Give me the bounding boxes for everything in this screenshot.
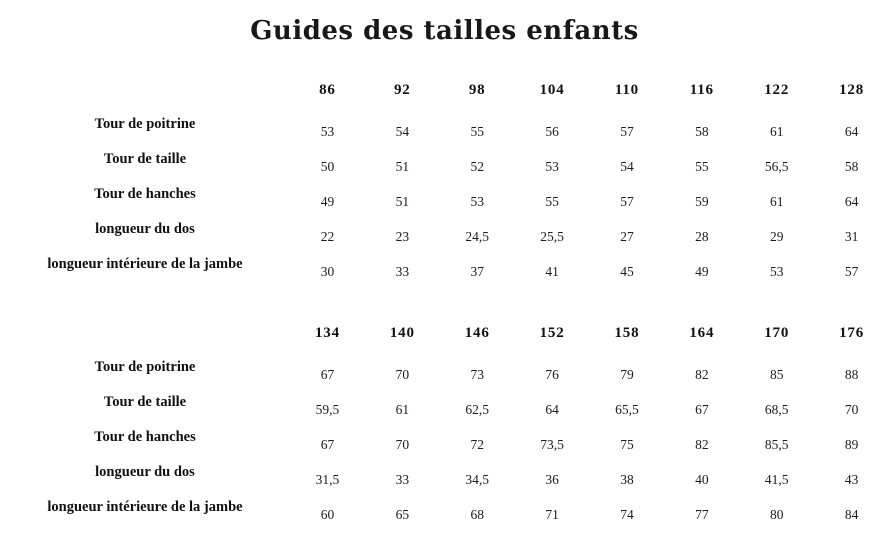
value-cell: 53 — [545, 158, 559, 174]
value-cell: 57 — [620, 123, 634, 139]
value-cell: 50 — [320, 158, 335, 174]
value-cell: 30 — [320, 263, 335, 279]
size-header-cell: 86 — [319, 82, 336, 98]
size-tables — [0, 73, 889, 532]
size-header-cell: 146 — [464, 325, 490, 341]
value-cell: 82 — [695, 366, 709, 382]
value-cell: 64 — [844, 123, 859, 139]
value-cell: 70 — [395, 366, 410, 382]
row-label: Tour de hanches — [94, 186, 196, 202]
size-table-2 — [0, 316, 889, 532]
row-label: longueur intérieure de la jambe — [47, 256, 243, 272]
value-cell: 57 — [844, 263, 859, 279]
value-cell: 79 — [620, 366, 634, 382]
value-cell: 72 — [470, 436, 484, 452]
row-label: Tour de taille — [103, 394, 187, 410]
value-cell: 49 — [695, 263, 709, 279]
value-cell: 68,5 — [764, 401, 789, 417]
value-cell: 25,5 — [540, 228, 564, 244]
value-cell: 58 — [844, 158, 859, 174]
measurement-row — [0, 114, 889, 149]
value-cell: 52 — [470, 158, 484, 174]
value-cell: 55 — [470, 123, 484, 139]
value-cell: 80 — [769, 506, 784, 522]
value-cell: 68 — [470, 506, 484, 522]
value-cell: 59 — [695, 193, 709, 209]
value-cell: 57 — [620, 193, 634, 209]
value-cell: 60 — [320, 506, 335, 522]
value-cell: 38 — [620, 471, 634, 487]
value-cell: 23 — [395, 228, 410, 244]
value-cell: 41 — [545, 263, 559, 279]
value-cell: 74 — [620, 506, 634, 522]
value-cell: 41,5 — [764, 471, 789, 487]
value-cell: 77 — [695, 506, 709, 522]
value-cell: 64 — [844, 193, 859, 209]
measurement-row — [0, 427, 889, 462]
value-cell: 73 — [470, 366, 484, 382]
measurement-row — [0, 149, 889, 184]
measurement-row — [0, 219, 889, 254]
value-cell: 56 — [545, 123, 559, 139]
value-cell: 31 — [844, 228, 859, 244]
row-label: longueur intérieure de la jambe — [47, 499, 243, 515]
value-cell: 37 — [470, 263, 484, 279]
value-cell: 85 — [769, 366, 784, 382]
row-label: longueur du dos — [95, 464, 195, 480]
value-cell: 58 — [695, 123, 709, 139]
value-cell: 53 — [320, 123, 335, 139]
value-cell: 89 — [844, 436, 859, 452]
value-cell: 65 — [395, 506, 410, 522]
value-cell: 22 — [320, 228, 335, 244]
value-cell: 62,5 — [465, 401, 489, 417]
value-cell: 45 — [620, 263, 634, 279]
size-header-cell: 104 — [539, 82, 565, 98]
size-header-row — [0, 73, 889, 108]
measurement-row — [0, 497, 889, 532]
value-cell: 71 — [545, 506, 559, 522]
size-header-cell: 98 — [468, 82, 486, 98]
row-label: Tour de poitrine — [94, 359, 196, 375]
value-cell: 67 — [320, 436, 335, 452]
value-cell: 33 — [395, 263, 410, 279]
size-header-cell: 152 — [539, 325, 565, 341]
value-cell: 55 — [695, 158, 709, 174]
value-cell: 28 — [695, 228, 709, 244]
size-header-cell: 158 — [614, 325, 640, 341]
size-header-cell: 176 — [839, 325, 865, 341]
page-title: Guides des tailles enfants — [250, 16, 639, 46]
size-header-row — [0, 316, 889, 351]
value-cell: 31,5 — [315, 471, 340, 487]
value-cell: 85,5 — [764, 436, 789, 452]
value-cell: 67 — [320, 366, 335, 382]
value-cell: 51 — [395, 158, 410, 174]
size-header-cell: 116 — [689, 82, 714, 98]
measurement-row — [0, 184, 889, 219]
value-cell: 49 — [320, 193, 335, 209]
value-cell: 64 — [545, 401, 559, 417]
value-cell: 51 — [395, 193, 410, 209]
row-label: longueur du dos — [95, 221, 195, 237]
value-cell: 53 — [470, 193, 484, 209]
value-cell: 70 — [395, 436, 410, 452]
value-cell: 84 — [844, 506, 859, 522]
value-cell: 27 — [620, 228, 634, 244]
measurement-row — [0, 357, 889, 392]
size-header-cell: 110 — [614, 82, 639, 98]
value-cell: 75 — [620, 436, 634, 452]
value-cell: 54 — [620, 158, 634, 174]
value-cell: 61 — [769, 123, 784, 139]
value-cell: 76 — [545, 366, 559, 382]
row-label: Tour de poitrine — [94, 116, 196, 132]
size-header-cell: 140 — [389, 325, 415, 341]
size-table-1 — [0, 73, 889, 289]
size-header-cell: 128 — [839, 82, 865, 98]
value-cell: 43 — [844, 471, 859, 487]
value-cell: 73,5 — [540, 436, 564, 452]
measurement-row — [0, 392, 889, 427]
value-cell: 59,5 — [315, 401, 340, 417]
size-header-cell: 170 — [764, 325, 790, 341]
row-label: Tour de hanches — [94, 429, 196, 445]
measurement-row — [0, 254, 889, 289]
row-label: Tour de taille — [103, 151, 187, 167]
value-cell: 88 — [844, 366, 859, 382]
value-cell: 56,5 — [764, 158, 789, 174]
measurement-row — [0, 462, 889, 497]
value-cell: 67 — [695, 401, 709, 417]
value-cell: 70 — [844, 401, 859, 417]
value-cell: 82 — [695, 436, 709, 452]
value-cell: 55 — [545, 193, 559, 209]
value-cell: 54 — [395, 123, 410, 139]
size-header-cell: 134 — [314, 325, 340, 341]
size-header-cell: 122 — [764, 82, 790, 98]
value-cell: 29 — [769, 228, 784, 244]
value-cell: 53 — [769, 263, 784, 279]
value-cell: 61 — [395, 401, 410, 417]
value-cell: 65,5 — [615, 401, 639, 417]
value-cell: 36 — [545, 471, 559, 487]
value-cell: 40 — [695, 471, 709, 487]
value-cell: 24,5 — [465, 228, 489, 244]
size-header-cell: 92 — [394, 82, 411, 98]
value-cell: 61 — [769, 193, 784, 209]
size-header-cell: 164 — [689, 325, 715, 341]
value-cell: 34,5 — [465, 471, 489, 487]
value-cell: 33 — [395, 471, 410, 487]
